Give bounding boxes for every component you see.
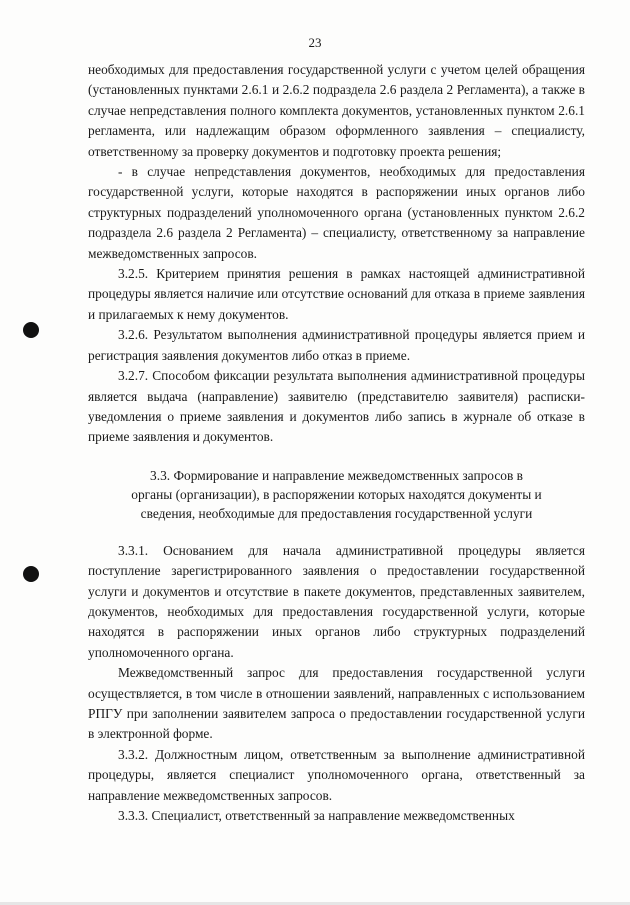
paragraph-3-3-1: 3.3.1. Основанием для начала административной процедуры является поступление зарегистрированного заявления о предоставлении государственной услуги и документов и отсутствие в пакете документов, представленных заявителем, документов, необходимых для предоставления государственной услуги, которые находятся в распоряжении иных органов либо структурных подразделений уполномоченного органа. [88, 542, 585, 660]
paragraph-list-item: - в случае непредставления документов, необходимых для предоставления государственной услуги, которые находятся в распоряжении иных органов либо структурных подразделений уполномоченного органа (установленных пунктом 2.6.2 подраздела 2.6 раздела 2 Регламента) – специалисту, ответственному за направление межведомственных запросов. [88, 164, 585, 261]
paragraph-3-2-7: 3.2.7. Способом фиксации результата выполнения административной процедуры является выдача (направление) заявителю (представителю заявителя) расписки-уведомления о приеме заявления и документов либо запись в журнале об отказе в приеме заявления и документов. [88, 368, 585, 445]
paragraph-3-3-3: 3.3.3. Специалист, ответственный за направление межведомственных [118, 808, 515, 823]
paragraph-3-3-2: 3.3.2. Должностным лицом, ответственным за выполнение административной процедуры, является специалист уполномоченного органа, ответственный за направление межведомственных запросов. [88, 746, 585, 803]
punch-hole-marker [23, 322, 39, 338]
section-heading-3-3: 3.3. Формирование и направление межведомственных запросов в органы (организации), в распоряжении которых находятся документы и сведения, необходимые для предоставления государственной услуги [131, 467, 542, 521]
paragraph-3-2-5: 3.2.5. Критерием принятия решения в рамках настоящей административной процедуры является наличие или отсутствие оснований для отказа в приеме заявления и прилагаемых к нему документов. [88, 266, 585, 322]
paragraph-continuation: необходимых для предоставления государственной услуги с учетом целей обращения (установленных пунктами 2.6.1 и 2.6.2 подраздела 2.6 раздела 2 Регламента), а также в случае непредставления полного комплекта документов, установленных пунктом 2.6.1 регламента, или надлежащим образом оформленного заявления – специалисту, ответственному за проверку документов и подготовку проекта решения; [88, 62, 585, 159]
paragraph-interagency-request: Межведомственный запрос для предоставления государственной услуги осуществляется, в том числе в отношении заявлений, направленных с использованием РПГУ при заполнении заявителем запроса о предоставлении государственной услуги в электронной форме. [88, 665, 585, 742]
punch-hole-marker [23, 566, 39, 582]
paragraph-3-2-6: 3.2.6. Результатом выполнения административной процедуры является прием и регистрация заявления документов либо отказ в приеме. [88, 327, 585, 363]
document-body [88, 60, 585, 826]
page-number: 23 [308, 35, 322, 50]
